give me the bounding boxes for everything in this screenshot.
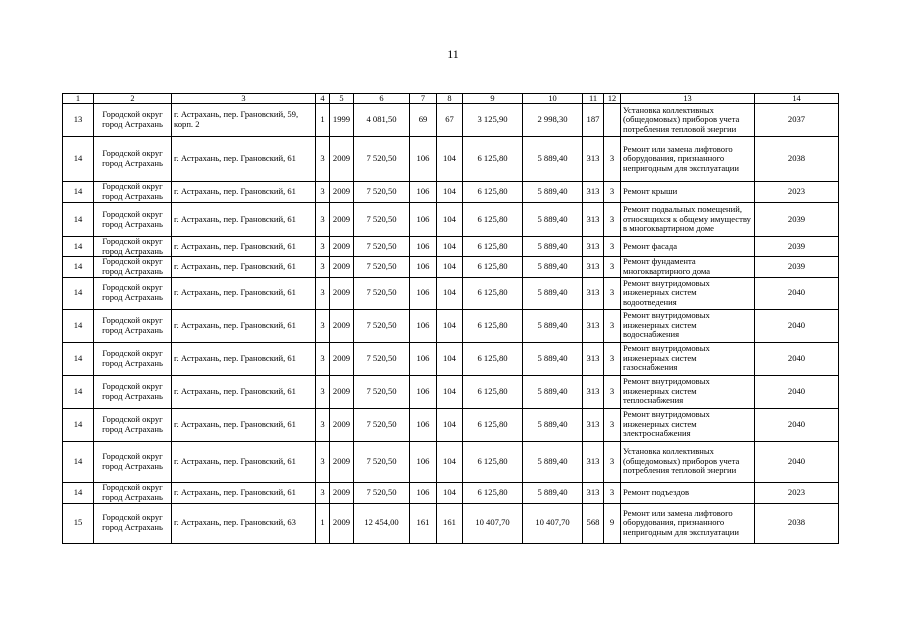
cell-col12: 3 [604, 182, 621, 203]
cell-year: 2009 [330, 408, 354, 441]
cell-col10: 5 889,40 [523, 375, 583, 408]
cell-plan-year: 2040 [755, 375, 839, 408]
cell-col11: 313 [583, 408, 604, 441]
cell-plan-year: 2039 [755, 237, 839, 257]
cell-number: 14 [63, 257, 94, 277]
cell-area-total: 7 520,50 [354, 257, 410, 277]
cell-col4: 3 [316, 237, 330, 257]
cell-number: 14 [63, 277, 94, 309]
cell-col9: 3 125,90 [463, 104, 523, 137]
cell-col11: 313 [583, 237, 604, 257]
cell-col12: 3 [604, 203, 621, 237]
cell-area-total: 7 520,50 [354, 237, 410, 257]
cell-year: 2009 [330, 182, 354, 203]
cell-year: 2009 [330, 237, 354, 257]
cell-address: г. Астрахань, пер. Грановский, 61 [172, 203, 316, 237]
cell-area-total: 7 520,50 [354, 482, 410, 503]
cell-plan-year: 2039 [755, 257, 839, 277]
cell-plan-year: 2040 [755, 408, 839, 441]
cell-col10: 5 889,40 [523, 441, 583, 482]
cell-col4: 3 [316, 257, 330, 277]
cell-municipality: Городской округ город Астрахань [94, 503, 172, 543]
cell-col4: 1 [316, 503, 330, 543]
cell-plan-year: 2038 [755, 137, 839, 182]
cell-col8: 104 [437, 441, 463, 482]
cell-year: 2009 [330, 342, 354, 375]
cell-col10: 5 889,40 [523, 342, 583, 375]
cell-col11: 187 [583, 104, 604, 137]
table-row [63, 257, 839, 277]
cell-col11: 313 [583, 277, 604, 309]
cell-year: 2009 [330, 277, 354, 309]
cell-year: 2009 [330, 441, 354, 482]
cell-area-total: 7 520,50 [354, 309, 410, 342]
cell-plan-year: 2040 [755, 342, 839, 375]
cell-number: 14 [63, 408, 94, 441]
table-row [63, 441, 839, 482]
cell-col9: 6 125,80 [463, 257, 523, 277]
table-row [63, 482, 839, 503]
table-row [63, 408, 839, 441]
cell-municipality: Городской округ город Астрахань [94, 441, 172, 482]
cell-work-type: Ремонт внутридомовых инженерных систем теплоснабжения [621, 375, 755, 408]
cell-col4: 3 [316, 203, 330, 237]
cell-col8: 104 [437, 203, 463, 237]
cell-work-type: Ремонт подъездов [621, 482, 755, 503]
cell-work-type: Установка коллективных (общедомовых) приборов учета потребления тепловой энергии [621, 104, 755, 137]
cell-plan-year: 2039 [755, 203, 839, 237]
cell-address: г. Астрахань, пер. Грановский, 61 [172, 257, 316, 277]
cell-municipality: Городской округ город Астрахань [94, 137, 172, 182]
cell-municipality: Городской округ город Астрахань [94, 482, 172, 503]
cell-col10: 5 889,40 [523, 257, 583, 277]
cell-address: г. Астрахань, пер. Грановский, 59, корп. 2 [172, 104, 316, 137]
table-row [63, 342, 839, 375]
cell-col7: 106 [410, 137, 437, 182]
cell-col11: 313 [583, 257, 604, 277]
cell-address: г. Астрахань, пер. Грановский, 63 [172, 503, 316, 543]
cell-municipality: Городской округ город Астрахань [94, 237, 172, 257]
cell-address: г. Астрахань, пер. Грановский, 61 [172, 441, 316, 482]
cell-col7: 106 [410, 203, 437, 237]
cell-number: 13 [63, 104, 94, 137]
table-row [63, 375, 839, 408]
cell-work-type: Ремонт внутридомовых инженерных систем водоснабжения [621, 309, 755, 342]
cell-number: 14 [63, 482, 94, 503]
column-number-header-row [63, 94, 839, 104]
cell-col12: 9 [604, 503, 621, 543]
cell-plan-year: 2023 [755, 182, 839, 203]
cell-area-total: 7 520,50 [354, 137, 410, 182]
cell-col11: 313 [583, 309, 604, 342]
column-header-2: 2 [94, 94, 172, 104]
cell-col8: 104 [437, 137, 463, 182]
cell-col7: 106 [410, 441, 437, 482]
table-row [63, 503, 839, 543]
cell-col8: 104 [437, 482, 463, 503]
cell-col4: 3 [316, 309, 330, 342]
cell-col7: 106 [410, 482, 437, 503]
cell-col9: 10 407,70 [463, 503, 523, 543]
cell-col10: 5 889,40 [523, 237, 583, 257]
column-header-4: 4 [316, 94, 330, 104]
capital-repair-table [62, 93, 839, 544]
cell-address: г. Астрахань, пер. Грановский, 61 [172, 408, 316, 441]
cell-col4: 3 [316, 277, 330, 309]
column-header-5: 5 [330, 94, 354, 104]
cell-year: 2009 [330, 203, 354, 237]
cell-col8: 104 [437, 408, 463, 441]
cell-col4: 3 [316, 441, 330, 482]
cell-number: 14 [63, 203, 94, 237]
cell-area-total: 7 520,50 [354, 441, 410, 482]
cell-work-type: Ремонт или замена лифтового оборудования, признанного непригодным для эксплуатации [621, 137, 755, 182]
cell-address: г. Астрахань, пер. Грановский, 61 [172, 309, 316, 342]
cell-number: 14 [63, 182, 94, 203]
cell-col4: 3 [316, 375, 330, 408]
cell-col11: 313 [583, 482, 604, 503]
cell-col9: 6 125,80 [463, 182, 523, 203]
cell-col8: 104 [437, 237, 463, 257]
cell-plan-year: 2023 [755, 482, 839, 503]
cell-work-type: Ремонт внутридомовых инженерных систем водоотведения [621, 277, 755, 309]
cell-col11: 313 [583, 342, 604, 375]
column-header-12: 12 [604, 94, 621, 104]
cell-col8: 104 [437, 309, 463, 342]
cell-col9: 6 125,80 [463, 342, 523, 375]
cell-work-type: Ремонт подвальных помещений, относящихся к общему имуществу в многоквартирном доме [621, 203, 755, 237]
cell-area-total: 7 520,50 [354, 203, 410, 237]
cell-municipality: Городской округ город Астрахань [94, 182, 172, 203]
cell-col8: 161 [437, 503, 463, 543]
cell-number: 14 [63, 137, 94, 182]
cell-year: 2009 [330, 309, 354, 342]
table-row [63, 309, 839, 342]
cell-municipality: Городской округ город Астрахань [94, 203, 172, 237]
cell-municipality: Городской округ город Астрахань [94, 309, 172, 342]
cell-col9: 6 125,80 [463, 203, 523, 237]
cell-col12: 3 [604, 277, 621, 309]
cell-col10: 5 889,40 [523, 137, 583, 182]
cell-number: 15 [63, 503, 94, 543]
cell-col7: 106 [410, 342, 437, 375]
table-body [63, 104, 839, 544]
cell-work-type: Ремонт фасада [621, 237, 755, 257]
cell-col11: 313 [583, 441, 604, 482]
cell-col12: 3 [604, 137, 621, 182]
cell-col10: 5 889,40 [523, 277, 583, 309]
cell-col4: 3 [316, 482, 330, 503]
cell-col10: 10 407,70 [523, 503, 583, 543]
cell-plan-year: 2040 [755, 309, 839, 342]
cell-col11: 313 [583, 182, 604, 203]
cell-col12: 3 [604, 237, 621, 257]
cell-municipality: Городской округ город Астрахань [94, 257, 172, 277]
page-number: 11 [447, 47, 459, 61]
table-row [63, 137, 839, 182]
cell-year: 2009 [330, 482, 354, 503]
cell-municipality: Городской округ город Астрахань [94, 277, 172, 309]
cell-col8: 104 [437, 182, 463, 203]
column-header-3: 3 [172, 94, 316, 104]
cell-year: 1999 [330, 104, 354, 137]
cell-number: 14 [63, 342, 94, 375]
column-header-7: 7 [410, 94, 437, 104]
cell-year: 2009 [330, 375, 354, 408]
cell-number: 14 [63, 441, 94, 482]
cell-col7: 69 [410, 104, 437, 137]
cell-col10: 5 889,40 [523, 203, 583, 237]
cell-number: 14 [63, 309, 94, 342]
cell-area-total: 7 520,50 [354, 342, 410, 375]
cell-plan-year: 2037 [755, 104, 839, 137]
cell-col7: 106 [410, 309, 437, 342]
cell-col4: 1 [316, 104, 330, 137]
cell-col12: 3 [604, 375, 621, 408]
cell-municipality: Городской округ город Астрахань [94, 375, 172, 408]
cell-col4: 3 [316, 408, 330, 441]
cell-address: г. Астрахань, пер. Грановский, 61 [172, 277, 316, 309]
cell-work-type: Ремонт внутридомовых инженерных систем электроснабжения [621, 408, 755, 441]
cell-col7: 106 [410, 277, 437, 309]
cell-col8: 104 [437, 375, 463, 408]
column-header-10: 10 [523, 94, 583, 104]
cell-plan-year: 2038 [755, 503, 839, 543]
cell-col9: 6 125,80 [463, 441, 523, 482]
cell-area-total: 7 520,50 [354, 182, 410, 203]
cell-col10: 5 889,40 [523, 408, 583, 441]
cell-address: г. Астрахань, пер. Грановский, 61 [172, 182, 316, 203]
cell-col7: 161 [410, 503, 437, 543]
table-row [63, 104, 839, 137]
column-header-11: 11 [583, 94, 604, 104]
cell-number: 14 [63, 237, 94, 257]
cell-col7: 106 [410, 408, 437, 441]
cell-col7: 106 [410, 375, 437, 408]
cell-area-total: 7 520,50 [354, 375, 410, 408]
cell-address: г. Астрахань, пер. Грановский, 61 [172, 375, 316, 408]
cell-col7: 106 [410, 182, 437, 203]
cell-col4: 3 [316, 137, 330, 182]
cell-area-total: 7 520,50 [354, 277, 410, 309]
cell-col9: 6 125,80 [463, 137, 523, 182]
cell-col12: 3 [604, 309, 621, 342]
cell-col9: 6 125,80 [463, 277, 523, 309]
cell-col11: 313 [583, 203, 604, 237]
cell-col7: 106 [410, 257, 437, 277]
cell-col7: 106 [410, 237, 437, 257]
cell-col9: 6 125,80 [463, 237, 523, 257]
cell-municipality: Городской округ город Астрахань [94, 408, 172, 441]
cell-work-type: Ремонт крыши [621, 182, 755, 203]
cell-address: г. Астрахань, пер. Грановский, 61 [172, 137, 316, 182]
cell-col4: 3 [316, 342, 330, 375]
cell-work-type: Ремонт или замена лифтового оборудования, признанного непригодным для эксплуатации [621, 503, 755, 543]
cell-col12: 3 [604, 441, 621, 482]
column-header-13: 13 [621, 94, 755, 104]
cell-col12: 3 [604, 342, 621, 375]
cell-col10: 5 889,40 [523, 309, 583, 342]
cell-address: г. Астрахань, пер. Грановский, 61 [172, 482, 316, 503]
cell-municipality: Городской округ город Астрахань [94, 342, 172, 375]
cell-plan-year: 2040 [755, 277, 839, 309]
cell-area-total: 4 081,50 [354, 104, 410, 137]
cell-area-total: 12 454,00 [354, 503, 410, 543]
table-row [63, 237, 839, 257]
cell-col8: 104 [437, 342, 463, 375]
cell-year: 2009 [330, 503, 354, 543]
column-header-14: 14 [755, 94, 839, 104]
cell-work-type: Ремонт внутридомовых инженерных систем газоснабжения [621, 342, 755, 375]
cell-address: г. Астрахань, пер. Грановский, 61 [172, 237, 316, 257]
cell-col4: 3 [316, 182, 330, 203]
cell-col12: 3 [604, 257, 621, 277]
cell-col12: 3 [604, 482, 621, 503]
table-row [63, 182, 839, 203]
cell-plan-year: 2040 [755, 441, 839, 482]
cell-col8: 104 [437, 277, 463, 309]
table-row [63, 203, 839, 237]
cell-col8: 67 [437, 104, 463, 137]
cell-year: 2009 [330, 257, 354, 277]
cell-col8: 104 [437, 257, 463, 277]
cell-col11: 568 [583, 503, 604, 543]
cell-number: 14 [63, 375, 94, 408]
column-header-6: 6 [354, 94, 410, 104]
cell-col11: 313 [583, 375, 604, 408]
cell-col9: 6 125,80 [463, 482, 523, 503]
cell-work-type: Ремонт фундамента многоквартирного дома [621, 257, 755, 277]
cell-col9: 6 125,80 [463, 375, 523, 408]
cell-address: г. Астрахань, пер. Грановский, 61 [172, 342, 316, 375]
table-row [63, 277, 839, 309]
cell-area-total: 7 520,50 [354, 408, 410, 441]
cell-work-type: Установка коллективных (общедомовых) приборов учета потребления тепловой энергии [621, 441, 755, 482]
column-header-9: 9 [463, 94, 523, 104]
cell-col10: 5 889,40 [523, 182, 583, 203]
cell-municipality: Городской округ город Астрахань [94, 104, 172, 137]
column-header-1: 1 [63, 94, 94, 104]
cell-col10: 2 998,30 [523, 104, 583, 137]
cell-year: 2009 [330, 137, 354, 182]
cell-col12 [604, 104, 621, 137]
column-header-8: 8 [437, 94, 463, 104]
cell-col10: 5 889,40 [523, 482, 583, 503]
cell-col12: 3 [604, 408, 621, 441]
cell-col11: 313 [583, 137, 604, 182]
cell-col9: 6 125,80 [463, 309, 523, 342]
cell-col9: 6 125,80 [463, 408, 523, 441]
